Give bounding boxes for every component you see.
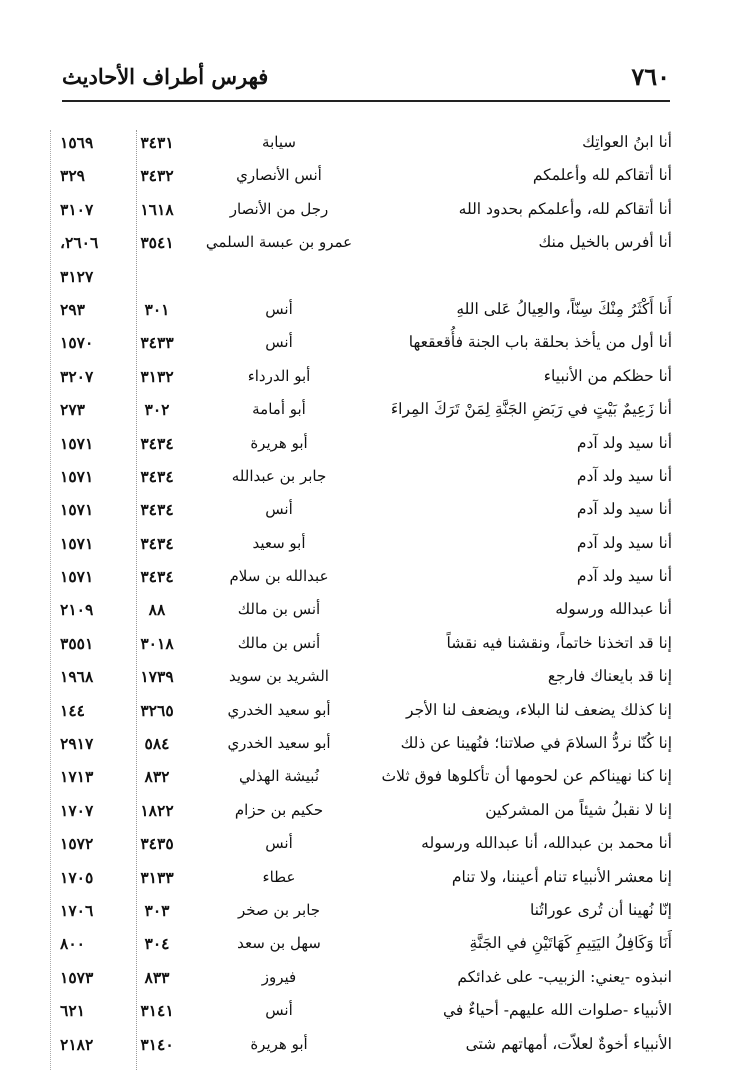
page-reference: ٢٦٠٦، — [60, 233, 99, 253]
hadith-text: أَنَا وَكَافِلُ اليَتِيمِ كَهَاتَيْنِ في الجَنَّةِ — [469, 934, 672, 953]
hadith-number: ٣١٣٣ — [140, 867, 174, 887]
hadith-number: ٣٤٣٢ — [140, 166, 174, 186]
hadith-index-table — [60, 126, 672, 1061]
index-row — [60, 326, 672, 359]
hadith-number: ٣٤٣٤ — [140, 500, 174, 520]
index-row — [60, 627, 672, 660]
page-reference: ٢٩١٧ — [60, 734, 94, 754]
index-row — [60, 493, 672, 526]
hadith-number: ٣٠٣ — [144, 900, 170, 920]
hadith-number: ٥٨٤ — [144, 734, 170, 754]
narrator-name: عمرو بن عبسة السلمي — [205, 233, 353, 252]
narrator-name: جابر بن عبدالله — [231, 466, 327, 485]
hadith-text: أنا ابنُ العواتِك — [582, 133, 672, 151]
page-reference: ٣٥٥١ — [60, 633, 94, 653]
index-row — [60, 159, 672, 192]
hadith-number: ٣١٣٢ — [140, 366, 174, 386]
narrator-name: أبو سعيد الخدري — [227, 734, 331, 753]
page-reference: ١٧٠٧ — [60, 800, 94, 820]
hadith-text: أنا أتقاكم لله، وأعلمكم بحدود الله — [458, 199, 672, 218]
hadith-text: أنا سيد ولد آدم — [576, 533, 672, 552]
narrator-name: أبو هريرة — [250, 433, 308, 452]
narrator-name: أنس — [265, 299, 293, 318]
index-row — [60, 827, 672, 860]
hadith-text: أنا محمد بن عبدالله، أنا عبدالله ورسوله — [421, 834, 672, 853]
hadith-number: ١٨٢٢ — [140, 800, 174, 820]
index-row — [60, 927, 672, 960]
narrator-name: أنس الأنصاري — [236, 166, 322, 185]
hadith-number: ٣٤٣٥ — [140, 834, 174, 854]
narrator-name: فيروز — [261, 967, 297, 986]
page-reference: ٢٧٣ — [60, 400, 85, 420]
page-title: فهرس أطراف الأحاديث — [62, 64, 269, 89]
page-reference: ١٥٧٣ — [60, 967, 94, 987]
index-row — [60, 1028, 672, 1061]
page-reference: ١٥٧٠ — [60, 333, 94, 353]
page-reference: ١٥٧١ — [60, 567, 94, 587]
narrator-name: الشريد بن سويد — [229, 667, 329, 686]
hadith-number: ٨٣٣ — [144, 967, 170, 987]
index-row — [60, 527, 672, 560]
index-row — [60, 126, 672, 159]
narrator-name: نُبيشة الهذلي — [238, 767, 320, 786]
hadith-number: ١٧٣٩ — [140, 667, 174, 687]
hadith-text: أنا سيد ولد آدم — [576, 466, 672, 485]
index-row — [60, 894, 672, 927]
page-reference: ٣٢٠٧ — [60, 366, 94, 386]
hadith-number: ٣٤٣٤ — [140, 567, 174, 587]
page-reference: ١٩٦٨ — [60, 667, 94, 687]
hadith-text: أنا سيد ولد آدم — [576, 433, 672, 452]
index-row — [60, 760, 672, 793]
index-row — [60, 427, 672, 460]
hadith-text: أنا أتقاكم لله وأعلمكم — [532, 166, 672, 185]
hadith-number: ٨٣٢ — [144, 767, 170, 787]
index-row — [60, 994, 672, 1027]
narrator-name: أنس بن مالك — [237, 633, 321, 652]
page-reference: ١٥٧١ — [60, 433, 94, 453]
page-reference: ١٥٧١ — [60, 466, 94, 486]
hadith-number: ٣٤٣٤ — [140, 533, 174, 553]
narrator-name: أنس بن مالك — [237, 600, 321, 619]
narrator-name: حكيم بن حزام — [234, 800, 324, 819]
hadith-number: ٣٤٣٤ — [140, 466, 174, 486]
index-row — [60, 560, 672, 593]
hadith-number: ٨٨ — [148, 600, 166, 620]
hadith-number: ٣٠٢ — [144, 400, 170, 420]
index-row — [60, 694, 672, 727]
hadith-number: ٣٠١٨ — [140, 633, 174, 653]
hadith-text: أنا أول من يأخذ بحلقة باب الجنة فأُقعقعها — [408, 333, 672, 352]
page-reference: ١٧٠٦ — [60, 900, 94, 920]
page-reference: ٢١٨٢ — [60, 1034, 94, 1054]
page-reference: ٣١٢٧ — [60, 266, 94, 286]
hadith-text: أنا زَعِيمٌ بَيْتٍ في رَبَضِ الجَنَّةِ لِمَنْ تَرَكَ المِراءَ — [390, 400, 672, 419]
hadith-text: الأنبياء أخوةٌ لعلاّت، أمهاتهم شتى — [465, 1034, 672, 1053]
page-reference: ١٥٧٢ — [60, 834, 94, 854]
hadith-number: ٣٤٣١ — [140, 133, 174, 152]
narrator-name: عبدالله بن سلام — [229, 567, 329, 586]
narrator-name: سهل بن سعد — [237, 934, 321, 953]
hadith-text: إنّا نُهينا أن تُرى عوراتُنا — [529, 900, 672, 919]
page-header — [62, 60, 670, 96]
hadith-text: إنا لا نقبلُ شيئاً من المشركين — [485, 800, 672, 819]
narrator-name: أبو الدرداء — [247, 366, 311, 385]
hadith-number: ٣٥٤١ — [140, 233, 174, 253]
header-rule — [62, 100, 670, 102]
page-reference: ٣١٠٧ — [60, 199, 94, 219]
narrator-name: أنس — [265, 1001, 293, 1020]
narrator-name: عطاء — [262, 867, 296, 886]
index-row — [60, 460, 672, 493]
page-reference: ١٥٧١ — [60, 500, 94, 520]
narrator-name: جابر بن صخر — [237, 900, 321, 919]
hadith-number: ٣١٤٠ — [140, 1034, 174, 1054]
hadith-text: الأنبياء -صلوات الله عليهم- أحياءٌ في — [442, 1001, 672, 1020]
page-number: ٧٦٠ — [631, 62, 670, 91]
page-reference: ٢١٠٩ — [60, 600, 94, 620]
narrator-name: أنس — [265, 500, 293, 519]
hadith-text: إنا كنا نهيناكم عن لحومها أن تأكلوها فوق ثلاث — [381, 767, 672, 786]
narrator-name: أنس — [265, 333, 293, 352]
hadith-number: ٣٠٤ — [144, 934, 170, 954]
page-reference: ١٤٤ — [60, 700, 85, 720]
index-row — [60, 360, 672, 393]
hadith-text: أنا حظكم من الأنبياء — [543, 366, 672, 385]
page-reference: ١٥٧١ — [60, 533, 94, 553]
narrator-name: أنس — [265, 834, 293, 853]
page-reference: ١٧٠٥ — [60, 867, 94, 887]
index-row — [60, 293, 672, 326]
page-reference: ٦٢١ — [60, 1001, 85, 1021]
index-row — [60, 861, 672, 894]
narrator-name: أبو سعيد — [252, 533, 306, 552]
index-row — [60, 660, 672, 693]
hadith-text: إنا قد اتخذنا خاتماً، ونقشنا فيه نقشاً — [446, 633, 672, 652]
hadith-number: ٣٠١ — [144, 299, 170, 319]
index-row — [60, 260, 672, 293]
page-reference: ١٥٦٩ — [60, 133, 94, 152]
margin-guide-dots — [50, 130, 51, 1070]
hadith-text: أنا أفرس بالخيل منك — [538, 233, 672, 252]
hadith-text: أنا سيد ولد آدم — [576, 567, 672, 586]
hadith-text: إنا قد بايعناك فارجع — [547, 667, 672, 686]
hadith-text: انبذوه -يعني: الزبيب- على غدائكم — [457, 967, 672, 986]
hadith-text: أَنا أَكْثَرُ مِنْكَ سِنّاً، والعِيالُ عَلى اللهِ — [456, 299, 672, 318]
narrator-name: أبو أمامة — [252, 400, 306, 419]
index-row — [60, 193, 672, 226]
hadith-number: ٣٤٣٤ — [140, 433, 174, 453]
narrator-name: سيابة — [262, 133, 296, 151]
hadith-number: ٣٤٣٣ — [140, 333, 174, 353]
index-row — [60, 593, 672, 626]
index-row — [60, 727, 672, 760]
hadith-text: إنا معشر الأنبياء تنام أعيننا، ولا تنام — [451, 867, 672, 886]
index-row — [60, 794, 672, 827]
narrator-name: أبو سعيد الخدري — [227, 700, 331, 719]
index-row — [60, 961, 672, 994]
page-reference: ٢٩٣ — [60, 299, 85, 319]
page-reference: ١٧١٣ — [60, 767, 94, 787]
hadith-text: أنا عبدالله ورسوله — [555, 600, 672, 619]
hadith-number: ٣١٤١ — [140, 1001, 174, 1021]
index-row — [60, 226, 672, 259]
hadith-number: ١٦١٨ — [140, 199, 174, 219]
narrator-name: أبو هريرة — [250, 1034, 308, 1053]
hadith-number: ٣٢٦٥ — [140, 700, 174, 720]
hadith-text: إنا كذلك يضعف لنا البلاء، ويضعف لنا الأجر — [406, 700, 672, 719]
hadith-text: أنا سيد ولد آدم — [576, 500, 672, 519]
index-row — [60, 393, 672, 426]
page-reference: ٨٠٠ — [60, 934, 85, 954]
narrator-name: رجل من الأنصار — [229, 199, 329, 218]
page-reference: ٣٢٩ — [60, 166, 85, 186]
hadith-text: إنا كُنّا نردُّ السلامَ في صلاتنا؛ فنُهينا عن ذلك — [400, 734, 672, 753]
